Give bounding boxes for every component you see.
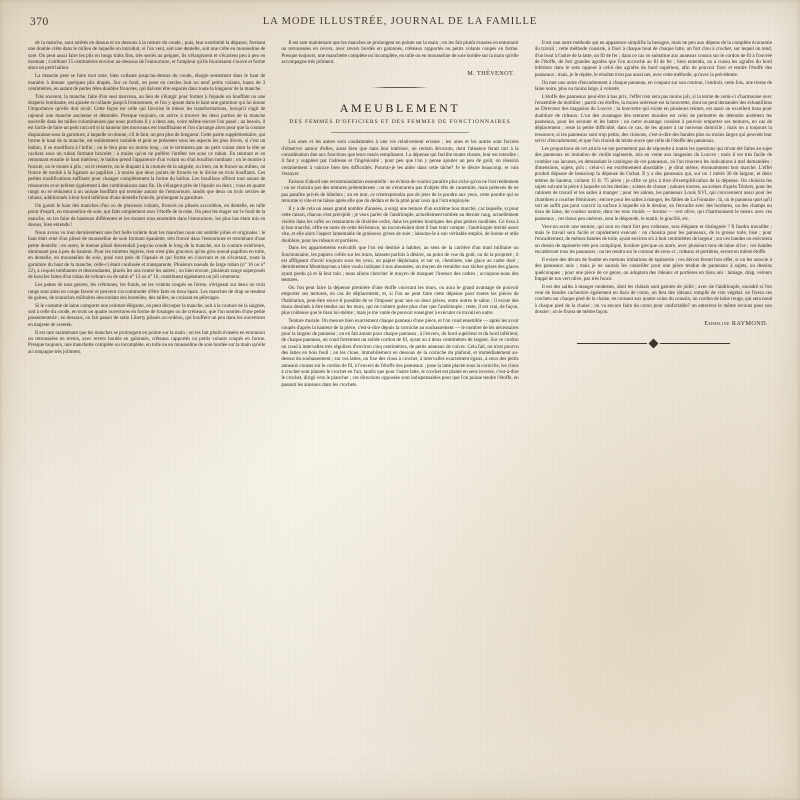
paragraph: Nous avons vu tout dernièrement une fort belle toilette dont les manches nous ont semblé jolies et originales : le haut était orné d'un plissé de mousseline de soie formant épaulette, très froncé dans l'entournure et retombant d'une petite dentelle ; en outre, le menue plissé descendait jusqu'au coude le long de la manche, sur la couture extérieure, diminuant peu à peu de hauteur. Pour les toilettes légères, rien n'est plus gracieux qu'un gros noeud-papillon en tulle, en dentelle, en mousseline de soie, posé tout près de l'épaule et qui forme en s'ouvrant et en s'écartant, toute la garniture du haut de la manche, celle-ci étant coulissée et transparente. Plusieurs noeuds de large ruban (n° 16 ou n° 22), à coques tombantes et descendantes, placés les uns contre les autres ; ou bien encore, plusieurs rangs superposés de boucles faites d'un ruban de velours ou de satin n° 12 ou n° 16, constituent également un joli ornement. <box>28 229 266 281</box>
title-rule <box>331 132 469 133</box>
paragraph: Tenture murale. On mesure bien exactement chaque panneau d'une pièce, et l'on coud ensemble — après les avoir coupés d'après la hauteur de la pièce, c'est-à-dire depuis la corniche au soubassement — le nombre de lés nécessaires pour la largeur de panneau ; on en fait autant pour chaque panneau ; à l'envers, du bord supérieur et du bord inférieur, de chaque panneau, on coud fortement un solide cordon de fil, ayant un à deux centimètres de largeur. Sur ce cordon on coud à intervalles très réguliers d'environ cinq centimètres, de petits anneaux de cuivre. Cela fait, on n'est pourvu des lattes en bois feuil ; on les cloue, immobilement en dessous de la corniche du plafond, et immédiatement au-dessus du soubassement ; sur ces lattes, on fixe des clous à crochet, à intervalles exactement égaux, à ceux des petits anneaux cousus sur le cordon de fil, à l'envers de l'étoffe des panneaux ; pose la latte placée sous la corniche, les clous à crochet sont plantés le crochet en l'air, tandis que pour l'autre latte, le crochet est planté en sens inverse, c'est-à-dire le crochet, dirigé vers le plancher ; ces directions opposées sont indispensables pour que l'on puisse tendre l'étoffe, en passant les anneaux dans les crochets. <box>281 318 519 388</box>
paragraph: Les pattes de tous genres, les crêtonnes, les fonds, en les volants coupés en forme, s'érigeant sur deux ou trois rangs sont ainsi en coupe faveur et peuvent s'accommoder d'être faits en tissu épais. Les manches de drap se tendent de gaines, de soutaches militaires descendant des boutelles, des tailles, se croisant en pèlerages. <box>28 282 266 301</box>
paragraph: Veut-on avoir une tenture, qui tout en étant fort peu coûteuse, sera élégante et distinguée ? Il faudra travailler ; mais le travail sera facile et rapidement exécuté : on choisira pour les panneaux, de la grosse toile, bise ; pour l'encadrement, de mêmes bandes de toile, ayant environ six à huit centimètres de largeur ; sur ces bandes on exécutera un dessin de tapisserie très peu compliqué, bordure grecque ou autre, avec plusieurs tons de laine olive ; ces bandes encadreront tous les panneaux ; on les rendra sur le contour de ceux-ci ; rideaux et portières, seront en même étoffe. <box>534 223 772 255</box>
paragraph: Il est rare maintenant que les manches se prolongent en pointe sur la main ; on les fait plutôt évasées en entonnoir ou retroussées en revers, avec revers bordés en galonnés, crêteaux rapportés ou petits volants coupés en forme. Presque toujours, une manchette complète ou incomplète, en tulle ou en mousseline de soie bordée sur la main qu'elle accompagne très joliment. <box>28 329 266 355</box>
page-sheet <box>22 14 778 786</box>
article-signature: Emmeline RAYMOND. <box>704 320 768 328</box>
paragraph: Ou l'on peut faire la dépense première d'une étoffe couvrant les murs, ou aura le grand avantage de pouvoir emporter ses tentures, en cas de déplacement, et, si l'on ne peut faire cette dépense pour toutes les pièces de l'habitation, peut-être sera-t-il possible de se l'imposer pour une ou deux pièces, entre autres le salon ; il existe des tissus destinés à être tendus sur les murs, qui ne coûtent guère plus cher que l'andrinople ; reste, il est vrai, de façon, plus coûteuse que le tissu lui-même ; mais je me vante de pouvoir enseigner à exécuter ce travail en outre. <box>281 284 519 317</box>
paragraph: L'étoffe des panneaux peut-être à bas prix, l'effet n'en sera pas moins joli, si la teinte de cemi-ci s'harmonise avec l'ensemble du mobilier ; parmi ces étoffes, la moins onéreuse est la bouvrette, dont on peut demander des échantillons au Directeur des magasins du Louvre ; la bouvrette qui existe en plusieurs teintes, est aussi un excellent tissu pour doublure de rideaux. L'un des avantages des tentures murales est celui de permettre de détendre aisément les panneaux, pour les secouer et les battre ; un outre avantage consiste à pouvoir emporter ses tentures, en cas de déplacement ; reste la petite difficulté, dans ce cas, de les ajuster à un nouveau domicile ; mais on a toujours la ressource, si les panneaux sont trop petits, des cloisons, c'est-à-dire des bandes plus ou moins larges qui peuvent leur servir d'encadrement, et que l'on choisit de teinte oncre que celle de l'étoffe des panneaux. <box>534 93 772 145</box>
paragraph: Dans les appartements exécutifs que l'on est destiné à habiter, au sens de la carrière d'un mari militaire ou fonctionnaire, les papiers collés sur les murs, laissent parfois à désirer, au point de vue du goût, ou de la propreté ; il est affligeant d'avoir toujours sous les yeux, un papier déplaisant, et sur ce, cheminée, une glace au cadre doré ; dernièrement Montmaynan a bien voulu indiquer à nos abonnées, un moyen de remédier aux tâches grises des glaces ayant perdu çà et là leur tain ; nous allons chercher le moyen de masquer l'inessor des cadres ; occupons-nous des tentures. <box>281 245 519 284</box>
paragraph: Si le costume de laine comporte une ceinture élégante, on peut découper la manche, soit à la couture de la saignée, soit à celle du coude, en trois ou quatre ouvertures en forme de losanges ou de créneaux, que l'on soutien d'une petite passementerie ; en dessous, on fait passer de satin Liberty plissés accordéon, qui bouffent un peu dans les ouvertures en majeste de oreetée. <box>28 302 266 328</box>
text-columns <box>22 40 778 776</box>
ornament-diamond-icon <box>648 338 658 348</box>
paragraph: On garnit le haut des manches d'un ou de plusieurs volants, froncés ou plissés accordéon, en dentelle, en tulle point d'esprit, en mousseline de soie, qui faits simplement avec l'étoffe de la robe. On peut les étager sur le fond de la manche, on les faire de hauteurs différentes et les monter tous ensemble dans l'entournure, les plus bas étant mis en dessus, bien entendu ! <box>28 203 266 229</box>
paragraph: Faisons d'abord une recommandation essentielle : ne évitera de vouloir paraître plus riche qu'on ne l'est réellement ; on ne choisira pas des tentures prétentieuses ; on ne s'entourera pas d'objets rêts de canettuite, mais prétexés de ne pas paraître privés de bibelots ; on en mot, ce n'entreprendra pas de jeter de la poudre aux yeux, cette pondre qui se retourne si vite et ne laisse après elle que du dédain et de la pitié pour ceux qui l'ont employée. <box>281 178 519 204</box>
article-subtitle: DES FEMMES D'OFFICIERS ET DES FEMMES DE FONCTIONNAIRES <box>289 119 511 126</box>
paragraph: Les unes et les autres sont condamnées à une vie relativement errante ; les unes et les autres sont forcées d'observer autour d'elles, aussi bien que dans leur intérieur, un certain décorum, dont l'absence ferait tort à la considération due aux fonctions que leurs maris remplissent. La dépense qui facilite toutes choses, leur est interdite ; il faut y suppléer par l'adresse et l'ingéniosité ; pour peu que l'on y pense ajouter un peu de goût, on réussira certainement à vaincre bien des difficultés. Pourrai-je les aider dans cette tâche? Je le désire beaucoup, et vais l'essayer. <box>281 139 519 178</box>
paragraph: On met une autre d'encadrement à chaque panneau, en coupant sur son contour, l'endroit, cette fois, une tresse de laine noire, plus ou moins large, à volonté. <box>534 79 772 92</box>
end-ornament <box>535 337 772 347</box>
paragraph: Il existe des dècots de foudre en mettons imitations de tapisserie ; ces décors feront bon effet, si on les associe à des panneaux unis ; mais je ne saurais les conseiller pour une pièce tendue de panneaux à sujets, ou dessins quelconques ; pour une pièce de ce genre, on adoptera des rideaux et portières en tissu uni : lainage, drap, velours frappé de ton vert olive, pas très foncé. <box>534 256 772 282</box>
paragraph: Très souvent, la manche, faite d'un seul morceau, au lieu de s'élargir pour former à l'épaule un bouffant ou une draperie bombante, est ajustée et collante jusqu'à l'entournure, et l'on y ajoute dans le haut une garniture qui lui donne l'importance qu'elle doit avoir. Cette façon est celle qui favorise le mieux les transformations, lorsqu'il s'agit de rajeunir une manche ancienne et démodée. Presque toujours, on arrive à trouver les deux parties de la manche nouvelle dans les tailles volumineuses que nous portions il y a deux ans, voire même encore l'an passé ; au besoin, il est facile de faire un petit raccord si la hauteur des morceaux est insuffisante et l'on s'arrange alors pour que la couture disparaisse sous la garniture, à laquelle on donne, s'il le faut, un peu plus de longueur. Cette partie supplémentaire, qui forme le haut de la manche, est entièrement variable et peut se présenter sous les aspects les plus divers, si c'est un ballon, il se modifiera à l'infini ; on le fera plus ou moins long ; on le terminera par un petit volant dont la tête se cachera sous un ruban formant bracelet ; à moins qu'on ne préfère l'arrêter net sous ce ruban. En rentrant et en remontant ensuite le haut intérieur, le ballon prend l'apparence d'un volant ou d'un bouillon tombant ; on le montre à froncer, on le monte à plis ; on le resserre, on le drapant à la couture de la saignée, ou bien, on le fronce au milieu, on fronce de moitié à la ligature au papillon ; à moins que deux points de froncés ne le divise en trois bouffants. Ces petites modifications suffisent pour changer complètement la forme du ballon. Les bouillons offrent tout autant de ressources et se prêtent également à des combinaisons sans fin. Ils s'élargent près de l'épaule ou deux ; vous en quatre rangs ou se réduisent à un unique bouffant qui termine autour de l'entournure, tandis que deux ou trois cercles de rubans, additionnés à leur bord inférieur d'une dentelle froncée, prolongent la garniture. <box>28 93 266 202</box>
column-1 <box>28 40 265 776</box>
paragraph: La manche peut se faire tout unie, bien collante jusqu'au-dessus du coude, élargie seulement dans le haut de manière à donner quelques plis drapés. Sur ce fond, on pose en cercles huit ou neuf petits volants, hauts de 3 centimètres, en autant de perles têtes doubles froncées, qui daivent être espacés dans toute la longueur de la manche. <box>28 73 266 92</box>
paragraph: Il est rare maintenant que les manches se prolongent en pointe sur la main ; on les fait plutôt évasées en entonnoir ou retroussées en revers, avec revers bordés en galonnés, crêteaux rapportés ou petits volants coupés en forme. Presque toujours, une manchette complète ou incomplète, en tulle ou en mousseline de soie bordée sur la main qu'elle accompagne très joliment. <box>281 40 519 66</box>
page-header <box>28 14 772 36</box>
ornament-divider <box>281 84 518 93</box>
paragraph: Il est une autre méthode qui en apparence simplifie la besogne, mais ne peu aux dépens de la complète économie du travail ; cette méthode consiste, à fixer à chaque bout de chaque latte, un fort clou à crochet, sur lequel on tend, d'un bout à l'autre de la latte, un fil de fer ; dans ce cas on substitue aux anneaux cousus sur le cordon de fil à l'ouvrée de l'étoffe, de fort grandes agrafes que l'on accroche au fil de fer ; bien entendu, on a cousu les agrafes du bord inférieur dans le sens opposé à celui des agrafes du bord supérieur, afin de pouvoir fixer et tendre l'étoffe des panneaux ; mais, je le répète, le résultat n'est pas aussi net, avec cette méthode, qu'avec la précédente. <box>534 40 772 78</box>
paragraph: Il est des salles à manger modestes, dont les châssis sont garnies de juille ; avec de l'andrinople, encadré si l'on veut de bandes cachemire également en tissu de coton, on fera des rideaux rompils de crin végétal. on fixera ces crochets sur chaque pied de la chaise, en cousant aux quatre coins du coussin, un cordon de laine rouge, qui sera noué à chaque pied de la chaise ; on va encore faire du coton pour confortable? on enterrera le même recouts pour son dossier ; on le fixera de même façon. <box>534 283 772 316</box>
paragraph: de la manche, sont arrêtés en dessus et en dessous à la rotture du coude ; puis, leur extrémité la dépasse, formant une double crête dans le milieu de laquelle on introduit, si l'on veut, soit une dentelle, soit une crête en mousseline de soie. On peut aussi faire les plis en longs traits fins, très serrés au peignet, ils s'élargissent et s'écartent peu à peu en montant ; s'arrêtant 15 centimètres environ au-dessous de l'entournure, et l'ampleur qu'ils fournissent s'ouvre et forme alors un petit ballon. <box>28 40 266 72</box>
article-signature-top: M. THÉVENOT. <box>467 70 515 78</box>
running-title: LA MODE ILLUSTRÉE, JOURNAL DE LA FAMILLE <box>262 16 538 27</box>
ornament-bar-left-icon <box>577 340 647 346</box>
paragraph: Les proportions de cet article ne me permettent pas de répondre à toutes les questions qui m'ont été faites au sujet des panneaux en imitation de vieille tapisserie, mis en vente aux magasins du Louvre ; mais il est très facile de combler cas lacunes, en demandant le catalogue de ces panneaux, où l'on trouvera les indications à mel demandées : dimensions, sujets, prix ; celui-ci est extrêmement abordable ; je dirai même, étonnamment bon marché. L'effet produit dépasse de beaucoup la dépense de l'achat. Il y a des panneaux qui, sur un 1 mètre 30 de largeur, et deux mètres de hauteur, coûtent 15 fr. 75 pièce ; je offre ce prix à titre d'exemplification de la dépense. On choisira les sujets suivant la pièce à laquelle on les destine ; scènes de chasse ; natures mortes, au scènes d'après Téniers, pour les cabinets de travail et les salles à manger ; pour les salons, les panneaux Louis XVI, qui conviennent aussi pour les chambres à coucher féminines ; encore pour les salles à manger, les fables de La Fontaine ; là, où le panneau quel qu'il soit ne suffit pas pour couvrir la surface à laquelle on le destine, on l'encadre avec des bordures, ou des champs ou tissu de laine, de couleur neutre, dans les tons ritoids — bronze — vert olive, qui s'harmonisent le mieux avec ces panneaux ; ces tissus peu onéreux, sont le désponde, le mattir, le gracilié, etc. <box>534 146 772 222</box>
folio-number: 370 <box>30 16 49 28</box>
swash-icon <box>372 84 428 91</box>
column-2 <box>281 40 518 776</box>
article-title: AMEUBLEMENT <box>339 101 461 116</box>
column-3 <box>535 40 772 776</box>
paragraph: Il y a de cela un assez grand nombre d'années, a surgi une tenture d'un extrême bon marché, car laquelle, si pour cette raison, chacun s'est précipité ; je veux parler de l'andrinople, actuellement tombée au dernier rang, actuellement visible dans les cafés ou restaurants de dixième ordre, dans les petites boutiques des plus petites modistes. Ce tissu à si bon marché, offre en outre de cette déchéance, un inconvénient dont il faut tenir compte ; l'andrinople mérité assez vite, et elle alors l'aspect lamentable de graisseux grises de suie ; laissons-le à son véritable emploi, de bonne et utile doublure, pour les rideaux et portières. <box>281 205 519 244</box>
ornament-bar-right-icon <box>660 340 730 346</box>
